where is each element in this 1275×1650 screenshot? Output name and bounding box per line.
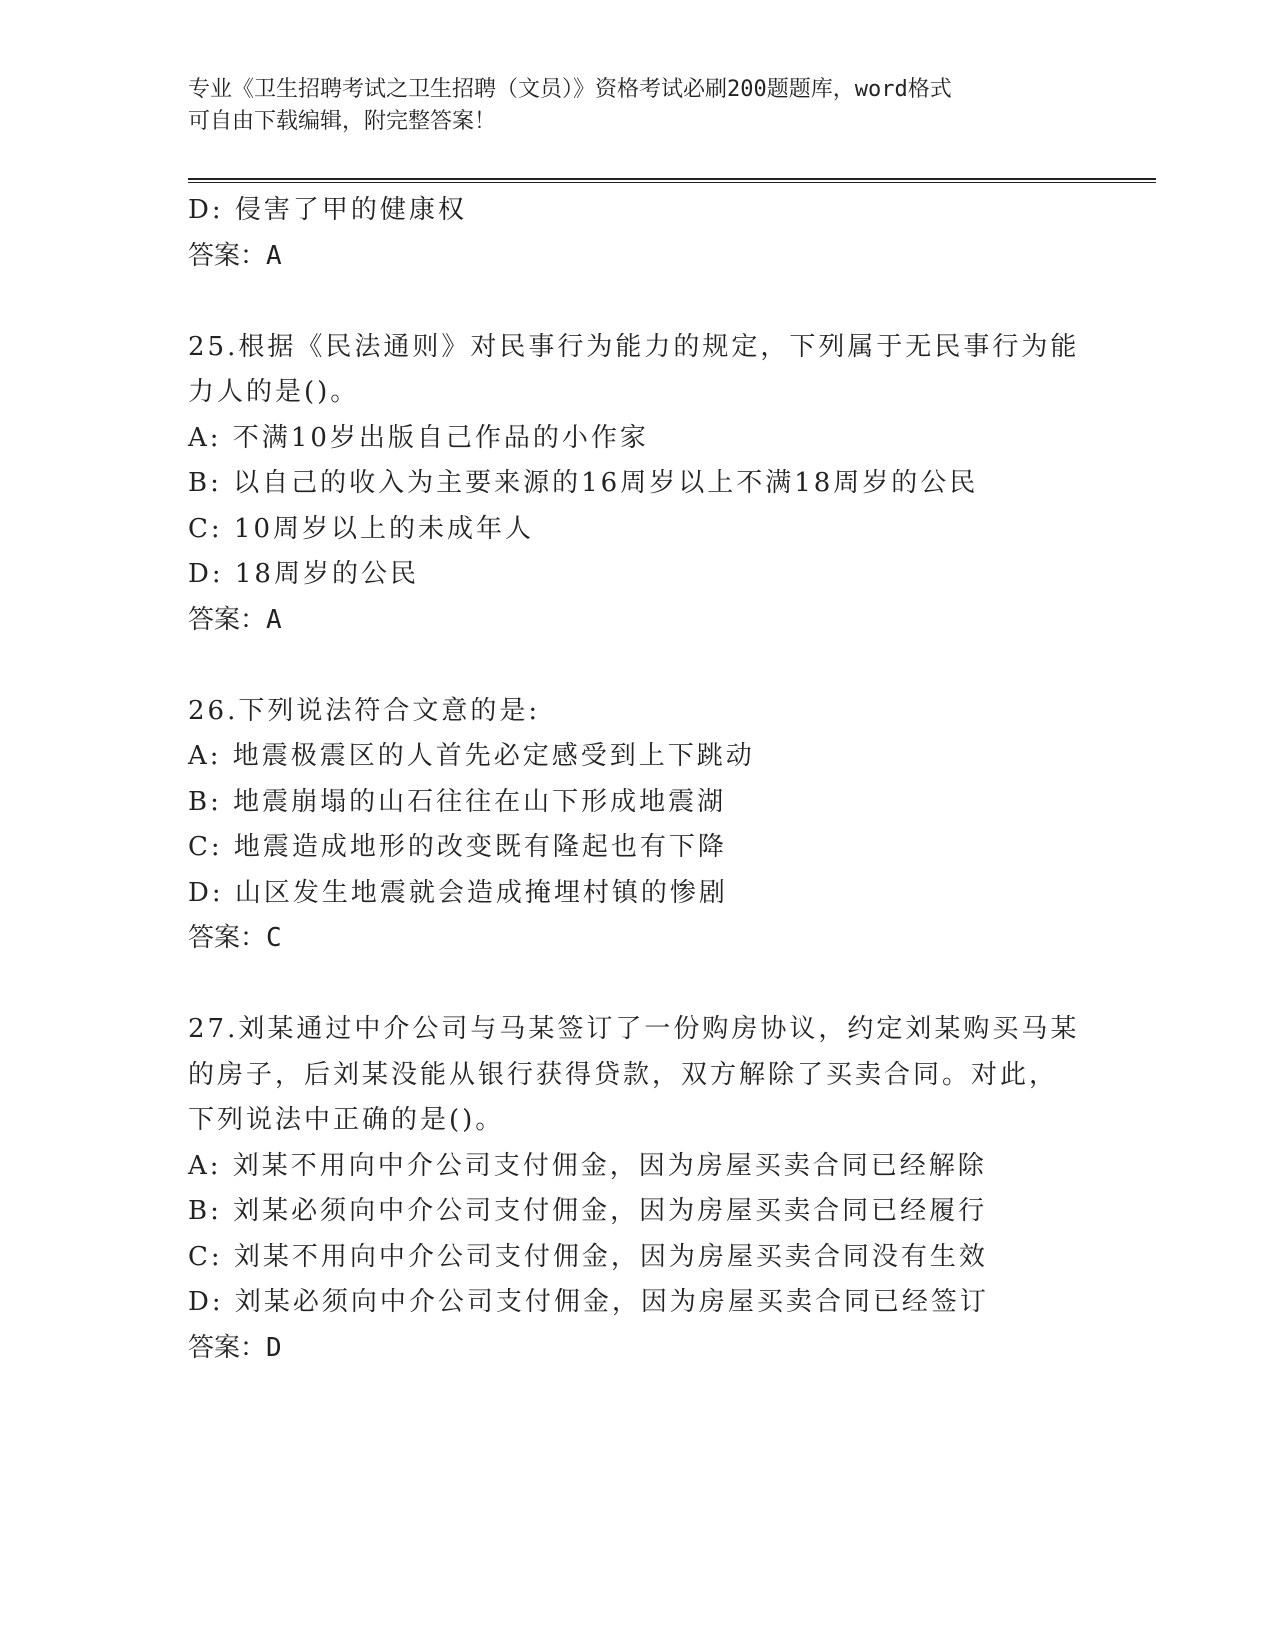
document-header — [188, 74, 1068, 138]
option-d: D: 18周岁的公民 — [188, 559, 419, 589]
header-divider — [188, 178, 1156, 183]
option-a: A: 不满10岁出版自己作品的小作家 — [188, 422, 649, 453]
option-c: C: 10周岁以上的未成年人 — [188, 513, 535, 544]
question-stem: 的房子，后刘某没能从银行获得贷款，双方解除了买卖合同。对此， — [188, 1059, 1059, 1090]
option-c: C: 地震造成地形的改变既有隆起也有下降 — [188, 832, 727, 862]
option-a: A: 地震极震区的人首先必定感受到上下跳动 — [188, 741, 755, 771]
option-b: B: 刘某必须向中介公司支付佣金，因为房屋买卖合同已经履行 — [188, 1196, 988, 1226]
question-25 — [188, 325, 1088, 644]
option-d: D: 刘某必须向中介公司支付佣金，因为房屋买卖合同已经签订 — [188, 1287, 989, 1317]
question-stem: 26.下列说法符合文意的是: — [188, 695, 541, 726]
answer: 答案：C — [188, 923, 282, 953]
prev-option-d: D: 侵害了甲的健康权 — [188, 195, 467, 225]
option-a: A: 刘某不用向中介公司支付佣金，因为房屋买卖合同已经解除 — [188, 1150, 987, 1181]
option-b: B: 地震崩塌的山石往往在山下形成地震湖 — [188, 786, 727, 817]
question-27 — [188, 1007, 1088, 1371]
answer: 答案：A — [188, 604, 282, 635]
document-body — [188, 188, 1088, 1371]
option-c: C: 刘某不用向中介公司支付佣金，因为房屋买卖合同没有生效 — [188, 1241, 988, 1272]
option-b: B: 以自己的收入为主要来源的16周岁以上不满18周岁的公民 — [188, 468, 979, 498]
question-26 — [188, 689, 1088, 962]
question-stem: 27.刘某通过中介公司与马某签订了一份购房协议，约定刘某购买马某 — [188, 1014, 1080, 1044]
question-stem: 下列说法中正确的是()。 — [188, 1105, 505, 1135]
header-line-1: 专业《卫生招聘考试之卫生招聘（文员）》资格考试必刷200题题库，word格式 — [188, 77, 952, 102]
question-stem: 25.根据《民法通则》对民事行为能力的规定，下列属于无民事行为能 — [188, 331, 1080, 362]
question-stem: 力人的是()。 — [188, 377, 360, 407]
header-line-2: 可自由下载编辑，附完整答案！ — [188, 109, 497, 134]
spacer — [188, 643, 1088, 689]
prev-answer: 答案：A — [188, 240, 282, 271]
spacer — [188, 279, 1088, 325]
spacer — [188, 962, 1088, 1008]
answer: 答案：D — [188, 1332, 282, 1363]
option-d: D: 山区发生地震就会造成掩埋村镇的惨剧 — [188, 877, 728, 908]
